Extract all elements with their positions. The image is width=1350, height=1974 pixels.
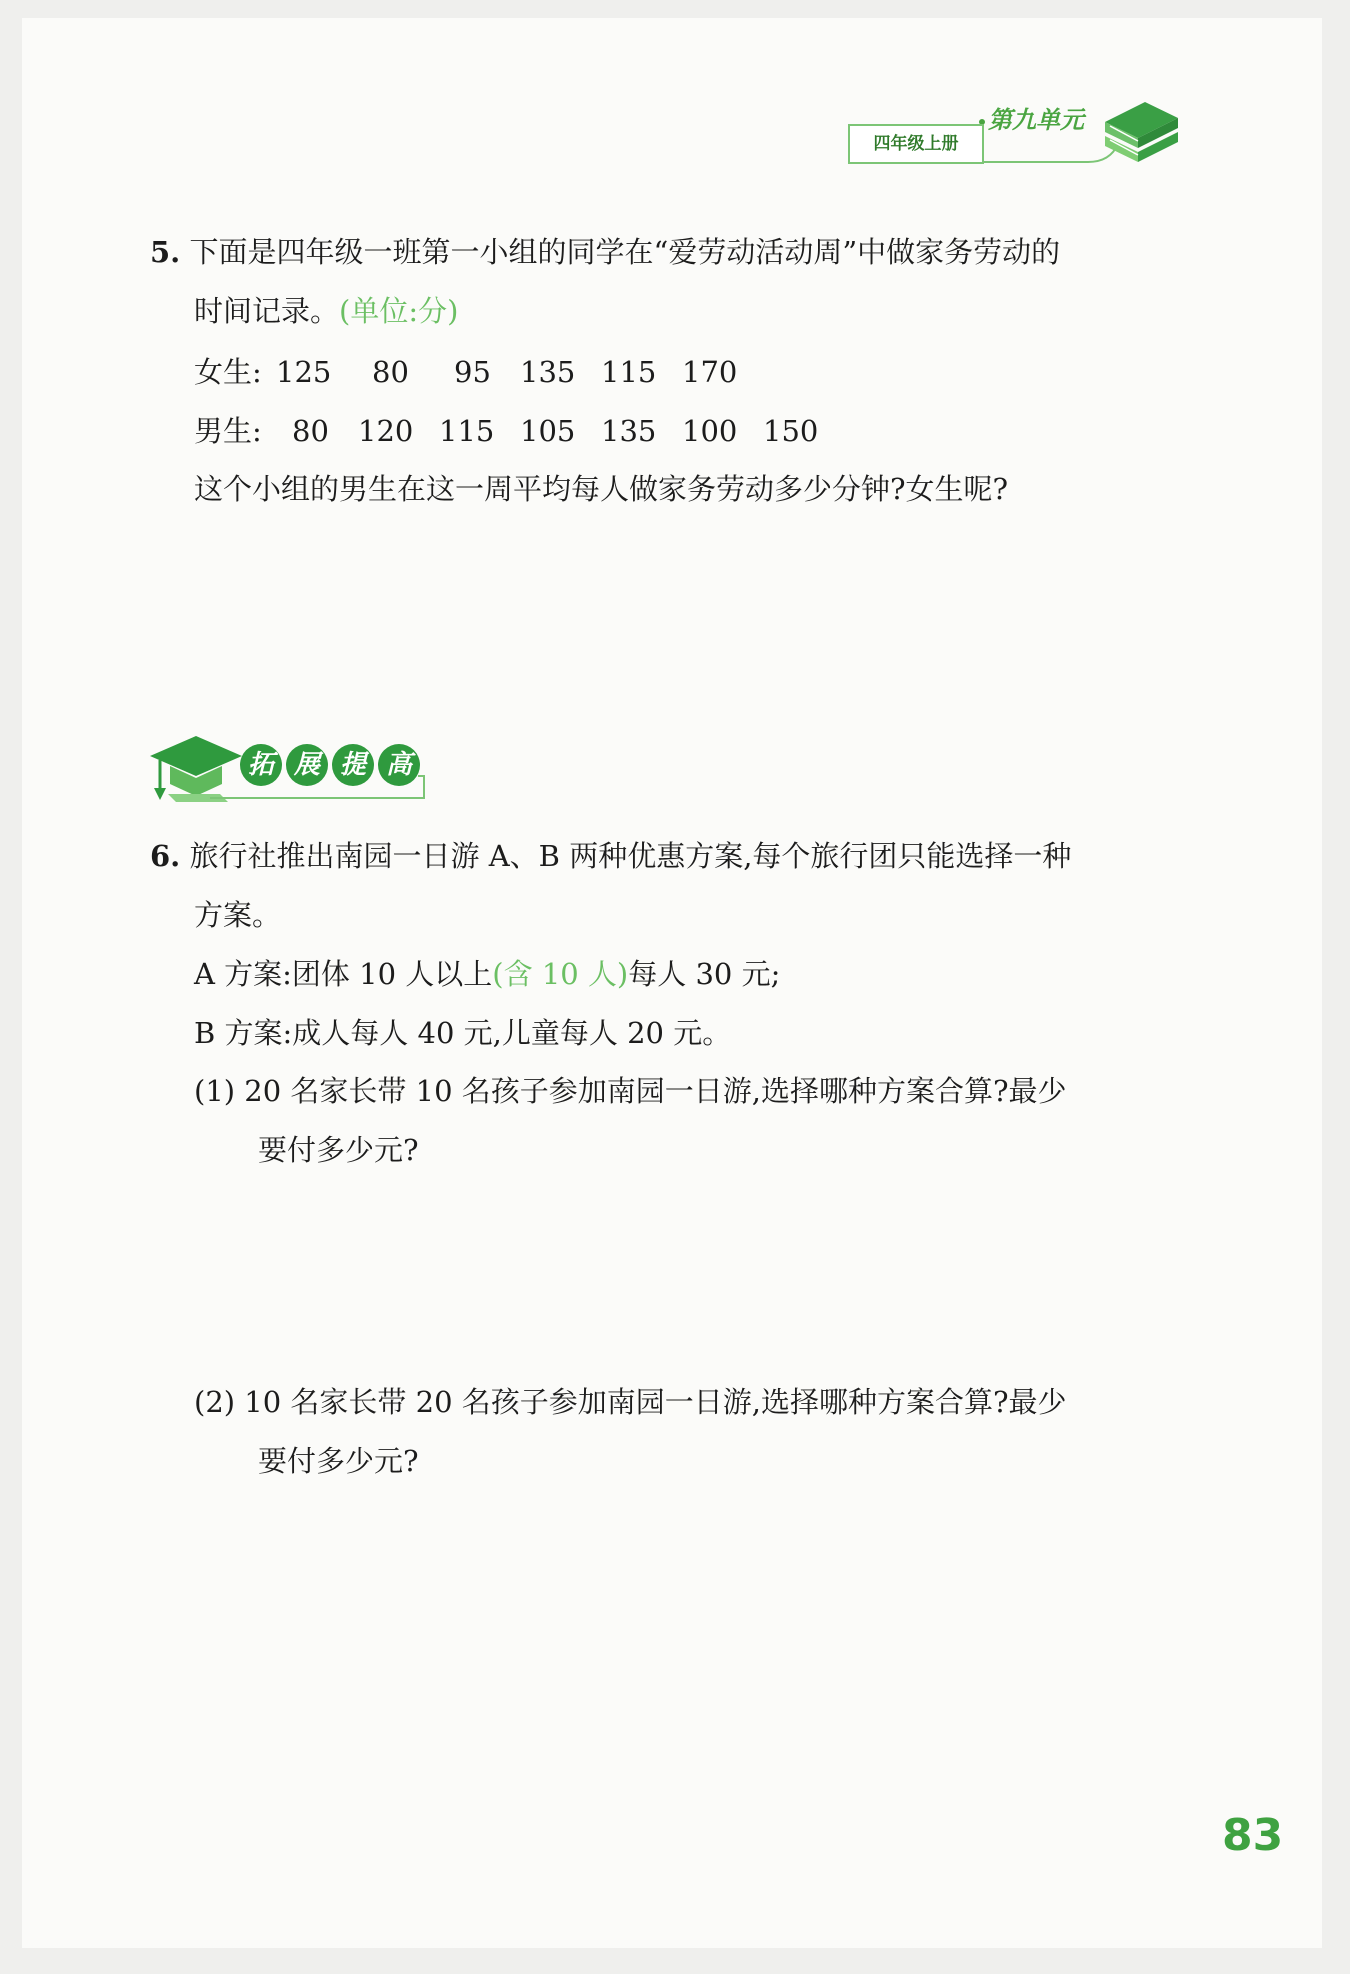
plan-a-note: (含 10 人) xyxy=(492,957,629,991)
boys-value: 105 xyxy=(520,414,576,448)
q5-number: 5. xyxy=(150,235,181,269)
boys-value: 150 xyxy=(763,414,819,448)
girls-value: 135 xyxy=(520,355,576,389)
boys-value: 135 xyxy=(601,414,657,448)
page-number: 83 xyxy=(1222,1810,1284,1861)
girls-value: 170 xyxy=(682,355,738,389)
q6-sub2-line2: 要付多少元? xyxy=(258,1444,419,1478)
unit-header xyxy=(848,92,1178,172)
q5-text-line2: 时间记录。 xyxy=(194,294,340,328)
q6-text-line1: 旅行社推出南园一日游 A、B 两种优惠方案,每个旅行团只能选择一种 xyxy=(189,839,1072,873)
grade-label: 四年级上册 xyxy=(848,124,984,164)
section-char: 展 xyxy=(286,744,328,786)
section-char: 拓 xyxy=(240,744,282,786)
q6-sub1-line2: 要付多少元? xyxy=(258,1133,419,1167)
q5-question: 这个小组的男生在这一周平均每人做家务劳动多少分钟?女生呢? xyxy=(194,472,1009,506)
q6-text-line2: 方案。 xyxy=(194,898,282,932)
unit-label: 第九单元 xyxy=(988,106,1084,134)
boys-value: 115 xyxy=(439,414,495,448)
section-title xyxy=(150,728,430,818)
girls-value: 80 xyxy=(372,355,409,389)
q6-plan-a xyxy=(194,954,780,994)
section-chars xyxy=(240,744,420,786)
q6-plan-b: B 方案:成人每人 40 元,儿童每人 20 元。 xyxy=(194,1016,732,1050)
girls-label: 女生: xyxy=(194,355,262,389)
q6-line1 xyxy=(150,836,1071,876)
boys-value: 100 xyxy=(682,414,738,448)
q6-sub1-line1: (1) 20 名家长带 10 名孩子参加南园一日游,选择哪种方案合算?最少 xyxy=(194,1074,1067,1108)
section-char: 提 xyxy=(332,744,374,786)
q5-unit-note: (单位:分) xyxy=(339,294,459,328)
q5-line1 xyxy=(150,232,1060,272)
q5-text-line1: 下面是四年级一班第一小组的同学在“爱劳动活动周”中做家务劳动的 xyxy=(189,235,1061,269)
books-icon xyxy=(1100,92,1180,170)
q5-line2 xyxy=(194,291,458,331)
boys-value: 80 xyxy=(292,414,329,448)
girls-value: 115 xyxy=(601,355,657,389)
plan-a-price: 每人 30 元; xyxy=(628,957,781,991)
plan-a-text: A 方案:团体 10 人以上 xyxy=(194,957,493,991)
q6-sub2-line1: (2) 10 名家长带 20 名孩子参加南园一日游,选择哪种方案合算?最少 xyxy=(194,1385,1067,1419)
girls-value: 95 xyxy=(454,355,491,389)
boys-value: 120 xyxy=(358,414,414,448)
girls-value: 125 xyxy=(276,355,332,389)
section-char: 高 xyxy=(378,744,420,786)
boys-label: 男生: xyxy=(194,414,262,448)
q6-number: 6. xyxy=(150,839,181,873)
